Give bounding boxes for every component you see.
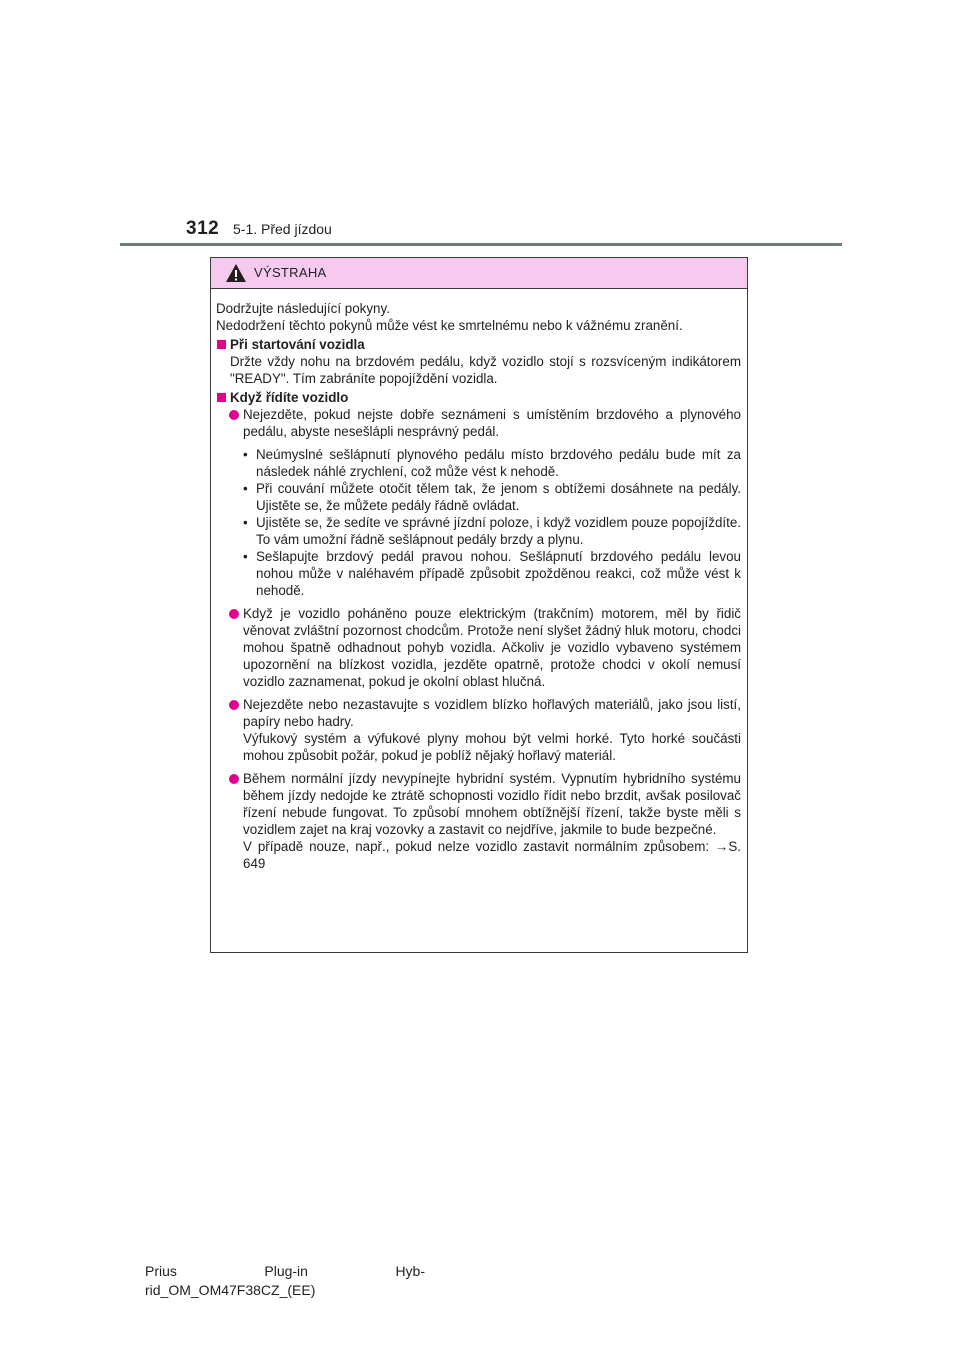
sub-bullet-item (216, 480, 741, 514)
footer-word: Prius (145, 1263, 177, 1279)
warning-triangle-icon (225, 263, 247, 283)
list-item (216, 406, 741, 440)
section-heading-starting (216, 336, 741, 353)
circle-bullet-icon (229, 700, 239, 710)
section-heading-driving-label: Když řídíte vozidlo (230, 390, 349, 405)
circle-bullet-icon (229, 774, 239, 784)
warning-title: VÝSTRAHA (254, 265, 327, 280)
list-item-text: Když je vozidlo poháněno pouze elektrickým (trakčním) motorem, měl by řidič věnovat zvláštní pozornost chodcům. Protože není slyšet žádný hluk motoru, chodci mohou špatně odhadnout pohyb vozidla. Ačkoliv je vozidlo vybaveno systémem upozornění na blízkost vozidla, jezděte opatrně, protože chodci v okolí nemusí vozidlo zaznamenat, pokud je okolní oblast hlučná. (243, 606, 741, 689)
header-rule (120, 243, 842, 246)
section-text-starting: Držte vždy nohu na brzdovém pedálu, když vozidlo stojí s rozsvíceným indikátorem "READY". Tím zabráníte popojíždění vozidla. (230, 354, 741, 386)
warning-header (211, 258, 747, 289)
footer-line-2: rid_OM_OM47F38CZ_(EE) (145, 1282, 316, 1298)
warning-intro-line-2: Nedodržení těchto pokynů může vést ke smrtelnému nebo k vážnému zranění. (216, 318, 683, 333)
sub-bullet-text: Sešlapujte brzdový pedál pravou nohou. Sešlápnutí brzdového pedálu levou nohou může v naléhavém případě způsobit zpožděnou reakci, což může vést k nehodě. (256, 549, 741, 598)
footer-doc-id (145, 1262, 425, 1300)
footer-line-1 (145, 1262, 425, 1281)
sub-bullet-item (216, 446, 741, 480)
warning-box (210, 257, 748, 953)
sub-bullet-item (216, 548, 741, 599)
sub-bullet-text: Ujistěte se, že sedíte ve správné jízdní poloze, i když vozidlem pouze popojíždíte. To vám umožní řádně sešlápnout pedály brzdy a plynu. (256, 515, 741, 547)
bullet-dot-icon: • (243, 481, 248, 496)
sub-bullet-list (216, 446, 741, 599)
list-item (216, 770, 741, 872)
list-item (216, 696, 741, 764)
warning-intro-line-1: Dodržujte následující pokyny. (216, 301, 390, 316)
section-heading-driving (216, 389, 741, 406)
footer-word: Hyb- (395, 1263, 425, 1279)
list-item-text: V případě nouze, např., pokud nelze vozidlo zastavit normálním způsobem: →S. 649 (243, 839, 741, 871)
list-item-text: Nejezděte nebo nezastavujte s vozidlem blízko hořlavých materiálů, jako jsou listí, papíry nebo hadry. (243, 697, 741, 729)
circle-bullet-icon (229, 609, 239, 619)
section-heading-starting-label: Při startování vozidla (230, 337, 365, 352)
bullet-dot-icon: • (243, 549, 248, 564)
list-item-text: Nejezděte, pokud nejste dobře seznámeni s umístěním brzdového a plynového pedálu, abyste nesešlápli nesprávný pedál. (243, 407, 741, 439)
bullet-dot-icon: • (243, 515, 248, 530)
circle-bullet-icon (229, 410, 239, 420)
sub-bullet-text: Při couvání můžete otočit tělem tak, že jenom s obtížemi dosáhnete na pedály. Ujistěte se, že můžete pedály řádně ovládat. (256, 481, 741, 513)
footer-word: Plug-in (264, 1263, 308, 1279)
bullet-dot-icon: • (243, 447, 248, 462)
list-item (216, 605, 741, 690)
list-item-text: Během normální jízdy nevypínejte hybridní systém. Vypnutím hybridního systému během jízdy nedojde ke ztrátě schopnosti vozidlo řídit nebo brzdit, avšak posilovač řízení nebude fungovat. To způsobí mnohem obtížnější řízení, takže byste měli s vozidlem zajet na kraj vozovky a zastavit co nejdříve, jakmile to bude bezpečné. (243, 771, 741, 837)
warning-body (211, 289, 747, 872)
list-item-text: Výfukový systém a výfukové plyny mohou být velmi horké. Tyto horké součásti mohou způsobit požár, pokud je poblíž nějaký hořlavý materiál. (243, 731, 741, 763)
section-title: 5-1. Před jízdou (233, 221, 332, 237)
sub-bullet-item (216, 514, 741, 548)
sub-bullet-text: Neúmyslné sešlápnutí plynového pedálu místo brzdového pedálu bude mít za následek náhlé zrychlení, což může vést k nehodě. (256, 447, 741, 479)
square-bullet-icon (217, 340, 226, 349)
square-bullet-icon (217, 393, 226, 402)
page-number: 312 (186, 218, 220, 239)
